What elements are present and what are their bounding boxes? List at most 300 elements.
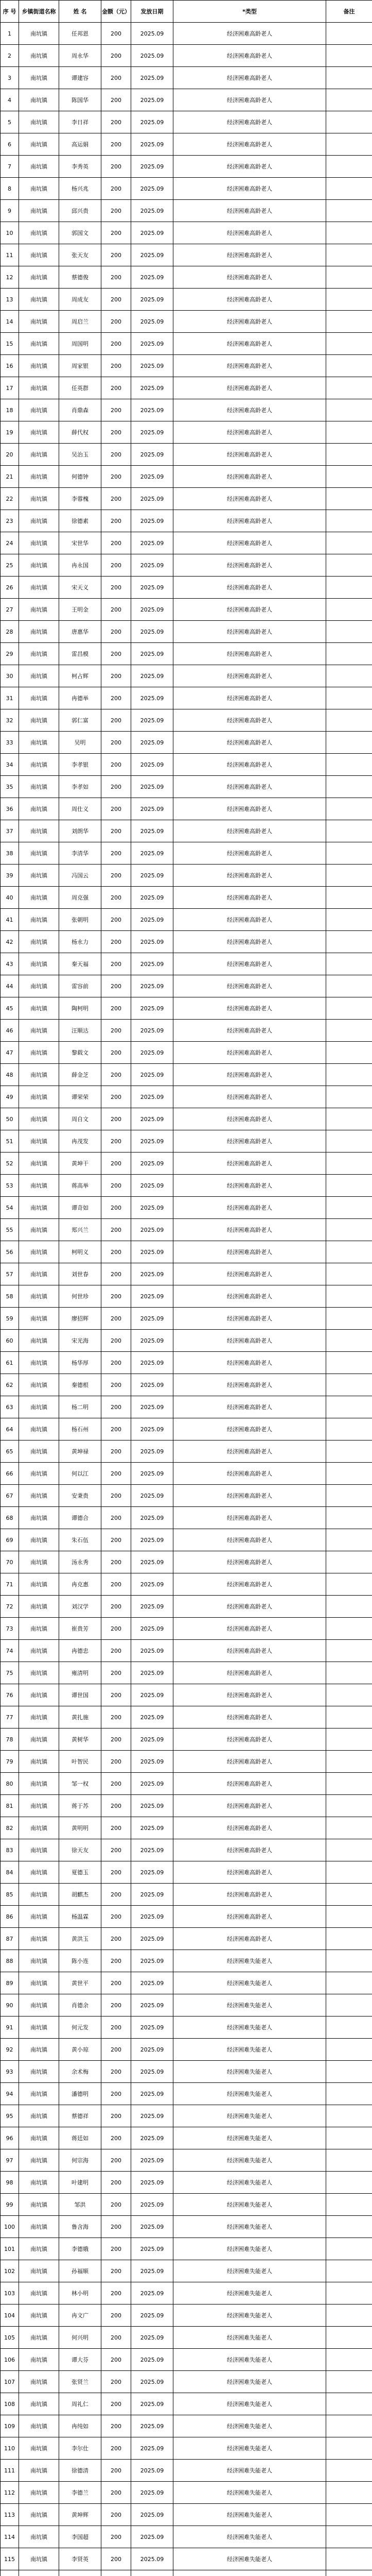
cell-amount: 200 [101, 156, 131, 178]
cell-type: 经济困难失能老人 [173, 2415, 326, 2437]
cell-town: 南坑镇 [19, 1352, 59, 1374]
table-row [1, 2216, 372, 2238]
table-row [1, 1086, 372, 1108]
cell-index: 63 [1, 1396, 19, 1418]
table-row [1, 1463, 372, 1485]
cell-date: 2025.09 [131, 1529, 173, 1551]
cell-amount: 200 [101, 865, 131, 887]
cell-amount: 200 [101, 2327, 131, 2349]
cell-note [326, 1241, 372, 1263]
cell-type: 经济困难高龄老人 [173, 1728, 326, 1751]
cell-name: 黄世平 [59, 1972, 101, 1994]
cell-date: 2025.09 [131, 931, 173, 953]
cell-type: 经济困难高龄老人 [173, 1086, 326, 1108]
table-row [1, 975, 372, 997]
table-row [1, 89, 372, 111]
cell-amount: 200 [101, 1662, 131, 1684]
cell-date: 2025.09 [131, 2083, 173, 2105]
cell-amount: 200 [101, 111, 131, 133]
cell-note [326, 2282, 372, 2304]
table-row [1, 1551, 372, 1573]
cell-amount: 200 [101, 488, 131, 510]
cell-type: 经济困难高龄老人 [173, 178, 326, 200]
header-date: 发放日期 [131, 1, 173, 23]
table-row [1, 2149, 372, 2172]
cell-date: 2025.09 [131, 975, 173, 997]
cell-town: 南坑镇 [19, 842, 59, 865]
cell-index: 92 [1, 2039, 19, 2061]
cell-date: 2025.09 [131, 621, 173, 643]
cell-note [326, 798, 372, 820]
cell-note [326, 1042, 372, 1064]
cell-type: 经济困难高龄老人 [173, 1308, 326, 1330]
cell-amount: 200 [101, 577, 131, 599]
cell-type: 经济困难高龄老人 [173, 1263, 326, 1285]
table-row [1, 1728, 372, 1751]
cell-amount: 200 [101, 842, 131, 865]
cell-name: 徐天友 [59, 1839, 101, 1861]
cell-amount: 200 [101, 1418, 131, 1440]
cell-note [326, 1108, 372, 1130]
cell-type: 经济困难高龄老人 [173, 399, 326, 421]
cell-note [326, 997, 372, 1020]
cell-index: 5 [1, 111, 19, 133]
cell-amount: 200 [101, 67, 131, 89]
cell-date: 2025.09 [131, 1418, 173, 1440]
table-row [1, 997, 372, 1020]
cell-index: 30 [1, 665, 19, 687]
cell-type: 经济困难失能老人 [173, 2105, 326, 2127]
cell-type: 经济困难高龄老人 [173, 1219, 326, 1241]
cell-index: 25 [1, 554, 19, 577]
cell-date: 2025.09 [131, 1396, 173, 1418]
cell-index: 35 [1, 776, 19, 798]
cell-town: 南坑镇 [19, 355, 59, 377]
cell-date: 2025.09 [131, 2282, 173, 2304]
cell-town: 南坑镇 [19, 2061, 59, 2083]
cell-index: 52 [1, 1153, 19, 1175]
cell-index: 49 [1, 1086, 19, 1108]
cell-town: 南坑镇 [19, 554, 59, 577]
cell-date: 2025.09 [131, 1618, 173, 1640]
cell-date: 2025.09 [131, 2238, 173, 2260]
cell-name: 冉纯如 [59, 2415, 101, 2437]
header-row [1, 1, 372, 23]
cell-amount: 200 [101, 1573, 131, 1596]
cell-name: 谭奇如 [59, 1197, 101, 1219]
cell-date: 2025.09 [131, 2216, 173, 2238]
cell-type: 经济困难高龄老人 [173, 1573, 326, 1596]
cell-type: 经济困难高龄老人 [173, 156, 326, 178]
cell-amount: 200 [101, 532, 131, 554]
cell-date: 2025.09 [131, 842, 173, 865]
cell-type: 经济困难高龄老人 [173, 23, 326, 45]
cell-town: 南坑镇 [19, 1684, 59, 1706]
table-row [1, 266, 372, 289]
cell-amount: 200 [101, 1086, 131, 1108]
cell-type: 经济困难失能老人 [173, 2260, 326, 2282]
cell-town: 南坑镇 [19, 1086, 59, 1108]
cell-amount: 200 [101, 1728, 131, 1751]
cell-index: 17 [1, 377, 19, 399]
cell-name: 李德娥 [59, 2238, 101, 2260]
table-row [1, 2371, 372, 2393]
cell-note [326, 532, 372, 554]
cell-town: 南坑镇 [19, 2194, 59, 2216]
table-row [1, 111, 372, 133]
cell-note [326, 1175, 372, 1197]
cell-amount: 200 [101, 89, 131, 111]
cell-name: 李孝如 [59, 776, 101, 798]
cell-date: 2025.09 [131, 2304, 173, 2327]
cell-index: 114 [1, 2526, 19, 2548]
cell-index: 26 [1, 577, 19, 599]
cell-town: 南坑镇 [19, 709, 59, 732]
cell-index: 34 [1, 754, 19, 776]
cell-type: 经济困难高龄老人 [173, 244, 326, 266]
cell-name: 周礼仁 [59, 2393, 101, 2415]
cell-town: 南坑镇 [19, 1906, 59, 1928]
cell-date: 2025.09 [131, 2127, 173, 2149]
cell-index: 74 [1, 1640, 19, 1662]
cell-date: 2025.09 [131, 222, 173, 244]
table-row [1, 2482, 372, 2504]
cell-note [326, 45, 372, 67]
cell-index: 84 [1, 1861, 19, 1884]
cell-type: 经济困难高龄老人 [173, 953, 326, 975]
table-row [1, 2304, 372, 2327]
cell-index: 57 [1, 1263, 19, 1285]
cell-name: 汪顺达 [59, 1020, 101, 1042]
cell-amount: 200 [101, 377, 131, 399]
cell-name: 李国超 [59, 2526, 101, 2548]
cell-note [326, 2349, 372, 2371]
cell-name: 周成友 [59, 289, 101, 311]
cell-type: 经济困难高龄老人 [173, 643, 326, 665]
cell-type: 经济困难高龄老人 [173, 45, 326, 67]
cell-note [326, 2238, 372, 2260]
cell-date: 2025.09 [131, 2393, 173, 2415]
cell-type: 经济困难高龄老人 [173, 1042, 326, 1064]
cell-index [1, 2570, 19, 2576]
cell-date: 2025.09 [131, 1972, 173, 1994]
cell-type: 经济困难高龄老人 [173, 1352, 326, 1374]
cell-town: 南坑镇 [19, 67, 59, 89]
cell-date: 2025.09 [131, 1795, 173, 1817]
cell-index: 79 [1, 1751, 19, 1773]
cell-type: 经济困难高龄老人 [173, 466, 326, 488]
cell-type: 经济困难失能老人 [173, 2482, 326, 2504]
cell-date: 2025.09 [131, 1773, 173, 1795]
cell-amount: 200 [101, 1640, 131, 1662]
cell-date: 2025.09 [131, 2349, 173, 2371]
cell-amount: 200 [101, 2482, 131, 2504]
cell-town: 南坑镇 [19, 2238, 59, 2260]
cell-town: 南坑镇 [19, 1042, 59, 1064]
cell-date: 2025.09 [131, 2061, 173, 2083]
cell-amount: 200 [101, 2371, 131, 2393]
cell-note [326, 1418, 372, 1440]
cell-date: 2025.09 [131, 1573, 173, 1596]
cell-type: 经济困难失能老人 [173, 2216, 326, 2238]
cell-amount: 200 [101, 754, 131, 776]
table-row [1, 1020, 372, 1042]
cell-type: 经济困难高龄老人 [173, 1839, 326, 1861]
table-row [1, 776, 372, 798]
cell-index: 4 [1, 89, 19, 111]
cell-type: 经济困难高龄老人 [173, 1440, 326, 1463]
cell-note [326, 1352, 372, 1374]
cell-amount: 200 [101, 2194, 131, 2216]
table-row [1, 355, 372, 377]
cell-date: 2025.09 [131, 776, 173, 798]
cell-date: 2025.09 [131, 1352, 173, 1374]
cell-amount: 200 [101, 45, 131, 67]
cell-note [326, 333, 372, 355]
cell-note [326, 1529, 372, 1551]
cell-town: 南坑镇 [19, 2127, 59, 2149]
cell-type: 经济困难高龄老人 [173, 333, 326, 355]
cell-amount: 200 [101, 178, 131, 200]
cell-index: 76 [1, 1684, 19, 1706]
cell-amount: 200 [101, 599, 131, 621]
cell-town: 南坑镇 [19, 1463, 59, 1485]
cell-date: 2025.09 [131, 133, 173, 156]
cell-type: 经济困难高龄老人 [173, 1817, 326, 1839]
cell-name: 黄小琼 [59, 2039, 101, 2061]
cell-note [326, 377, 372, 399]
cell-name: 孙福顺 [59, 2260, 101, 2282]
cell-amount: 200 [101, 2039, 131, 2061]
cell-note [326, 156, 372, 178]
cell-date: 2025.09 [131, 732, 173, 754]
cell-note [326, 643, 372, 665]
cell-note [326, 1285, 372, 1308]
cell-amount: 200 [101, 887, 131, 909]
cell-town: 南坑镇 [19, 2482, 59, 2504]
table-row [1, 444, 372, 466]
cell-note [326, 111, 372, 133]
cell-amount: 200 [101, 1884, 131, 1906]
cell-type [173, 2570, 326, 2576]
cell-town: 南坑镇 [19, 1418, 59, 1440]
cell-type: 经济困难失能老人 [173, 2304, 326, 2327]
cell-amount [101, 2570, 131, 2576]
cell-name: 邹一权 [59, 1773, 101, 1795]
cell-date: 2025.09 [131, 1994, 173, 2016]
cell-index: 32 [1, 709, 19, 732]
cell-town: 南坑镇 [19, 111, 59, 133]
cell-type: 经济困难失能老人 [173, 2393, 326, 2415]
cell-date: 2025.09 [131, 1440, 173, 1463]
cell-name: 柯占辉 [59, 665, 101, 687]
cell-index: 93 [1, 2061, 19, 2083]
table-row [1, 2127, 372, 2149]
cell-note [326, 2437, 372, 2460]
cell-town: 南坑镇 [19, 909, 59, 931]
cell-type: 经济困难高龄老人 [173, 289, 326, 311]
cell-note [326, 2216, 372, 2238]
cell-town: 南坑镇 [19, 732, 59, 754]
cell-amount: 200 [101, 2349, 131, 2371]
cell-date: 2025.09 [131, 156, 173, 178]
cell-amount: 200 [101, 1064, 131, 1086]
cell-index: 82 [1, 1817, 19, 1839]
cell-name: 何兴明 [59, 2327, 101, 2349]
cell-town: 南坑镇 [19, 45, 59, 67]
cell-town: 南坑镇 [19, 1839, 59, 1861]
cell-index: 28 [1, 621, 19, 643]
cell-index: 16 [1, 355, 19, 377]
cell-town: 南坑镇 [19, 2016, 59, 2039]
cell-index: 54 [1, 1197, 19, 1219]
cell-date: 2025.09 [131, 820, 173, 842]
cell-date: 2025.09 [131, 1640, 173, 1662]
cell-type: 经济困难失能老人 [173, 2504, 326, 2526]
table-row [1, 665, 372, 687]
cell-note [326, 2482, 372, 2504]
cell-town: 南坑镇 [19, 1485, 59, 1507]
cell-name: 宋世华 [59, 532, 101, 554]
cell-index: 77 [1, 1706, 19, 1728]
cell-amount: 200 [101, 2260, 131, 2282]
cell-town: 南坑镇 [19, 1175, 59, 1197]
cell-town: 南坑镇 [19, 2304, 59, 2327]
cell-name: 蒋高举 [59, 1175, 101, 1197]
cell-town: 南坑镇 [19, 1507, 59, 1529]
cell-note [326, 399, 372, 421]
cell-type: 经济困难高龄老人 [173, 1684, 326, 1706]
cell-town: 南坑镇 [19, 887, 59, 909]
cell-note [326, 2526, 372, 2548]
cell-amount: 200 [101, 2526, 131, 2548]
cell-type: 经济困难高龄老人 [173, 1418, 326, 1440]
table-row [1, 2172, 372, 2194]
cell-type: 经济困难高龄老人 [173, 222, 326, 244]
cell-town: 南坑镇 [19, 2105, 59, 2127]
table-row [1, 1108, 372, 1130]
table-row [1, 2194, 372, 2216]
cell-type: 经济困难高龄老人 [173, 1396, 326, 1418]
cell-note [326, 2304, 372, 2327]
cell-type: 经济困难高龄老人 [173, 1153, 326, 1175]
cell-note [326, 1662, 372, 1684]
cell-date: 2025.09 [131, 2526, 173, 2548]
cell-type: 经济困难高龄老人 [173, 599, 326, 621]
cell-index: 15 [1, 333, 19, 355]
cell-index: 78 [1, 1728, 19, 1751]
cell-type: 经济困难高龄老人 [173, 1374, 326, 1396]
cell-note [326, 1972, 372, 1994]
cell-index: 105 [1, 2327, 19, 2349]
cell-name: 朱石伍 [59, 1529, 101, 1551]
cell-name: 夏德玉 [59, 1861, 101, 1884]
cell-type: 经济困难失能老人 [173, 1950, 326, 1972]
cell-town: 南坑镇 [19, 2327, 59, 2349]
cell-name: 谭世国 [59, 1684, 101, 1706]
cell-name: 何宗海 [59, 2149, 101, 2172]
cell-date: 2025.09 [131, 89, 173, 111]
cell-amount: 200 [101, 798, 131, 820]
cell-index: 62 [1, 1374, 19, 1396]
cell-type: 经济困难高龄老人 [173, 1130, 326, 1153]
cell-note [326, 820, 372, 842]
cell-type: 经济困难高龄老人 [173, 1175, 326, 1197]
cell-type: 经济困难高龄老人 [173, 1751, 326, 1773]
table-row [1, 466, 372, 488]
cell-name: 黄扎施 [59, 1706, 101, 1728]
table-row [1, 1241, 372, 1263]
table-row [1, 1884, 372, 1906]
cell-date: 2025.09 [131, 1839, 173, 1861]
cell-type: 经济困难高龄老人 [173, 1064, 326, 1086]
cell-town: 南坑镇 [19, 754, 59, 776]
cell-amount: 200 [101, 1308, 131, 1330]
cell-town: 南坑镇 [19, 776, 59, 798]
cell-note [326, 1551, 372, 1573]
cell-town: 南坑镇 [19, 488, 59, 510]
cell-note [326, 687, 372, 709]
cell-date: 2025.09 [131, 421, 173, 444]
cell-type: 经济困难失能老人 [173, 2194, 326, 2216]
cell-town [19, 2570, 59, 2576]
cell-type: 经济困难高龄老人 [173, 1507, 326, 1529]
table-row [1, 1662, 372, 1684]
cell-type: 经济困难失能老人 [173, 2526, 326, 2548]
cell-type: 经济困难高龄老人 [173, 532, 326, 554]
table-row [1, 1529, 372, 1551]
cell-amount: 200 [101, 2061, 131, 2083]
cell-index: 45 [1, 997, 19, 1020]
cell-town: 南坑镇 [19, 222, 59, 244]
cell-type: 经济困难高龄老人 [173, 1596, 326, 1618]
cell-index: 102 [1, 2260, 19, 2282]
cell-town: 南坑镇 [19, 1950, 59, 1972]
cell-name: 谭建容 [59, 67, 101, 89]
cell-index: 39 [1, 865, 19, 887]
cell-date: 2025.09 [131, 1219, 173, 1241]
cell-amount: 200 [101, 975, 131, 997]
cell-index: 107 [1, 2371, 19, 2393]
cell-type: 经济困难高龄老人 [173, 200, 326, 222]
cell-type: 经济困难高龄老人 [173, 554, 326, 577]
cell-town: 南坑镇 [19, 2415, 59, 2437]
cell-type: 经济困难高龄老人 [173, 887, 326, 909]
cell-town: 南坑镇 [19, 953, 59, 975]
cell-index: 83 [1, 1839, 19, 1861]
cell-index: 91 [1, 2016, 19, 2039]
cell-date: 2025.09 [131, 2437, 173, 2460]
cell-name: 冉茂发 [59, 1130, 101, 1153]
cell-type: 经济困难失能老人 [173, 2172, 326, 2194]
cell-note [326, 599, 372, 621]
cell-index: 38 [1, 842, 19, 865]
cell-note [326, 1308, 372, 1330]
cell-index: 66 [1, 1463, 19, 1485]
cell-index: 86 [1, 1906, 19, 1928]
cell-name: 黎载文 [59, 1042, 101, 1064]
cell-name: 李孝银 [59, 754, 101, 776]
cell-date: 2025.09 [131, 599, 173, 621]
cell-index: 90 [1, 1994, 19, 2016]
cell-name: 黄洪玉 [59, 1928, 101, 1950]
table-row [1, 1042, 372, 1064]
cell-date: 2025.09 [131, 2482, 173, 2504]
cell-type: 经济困难高龄老人 [173, 754, 326, 776]
cell-town: 南坑镇 [19, 333, 59, 355]
cell-name: 鲁含海 [59, 2216, 101, 2238]
cell-name: 胡麒杰 [59, 1884, 101, 1906]
